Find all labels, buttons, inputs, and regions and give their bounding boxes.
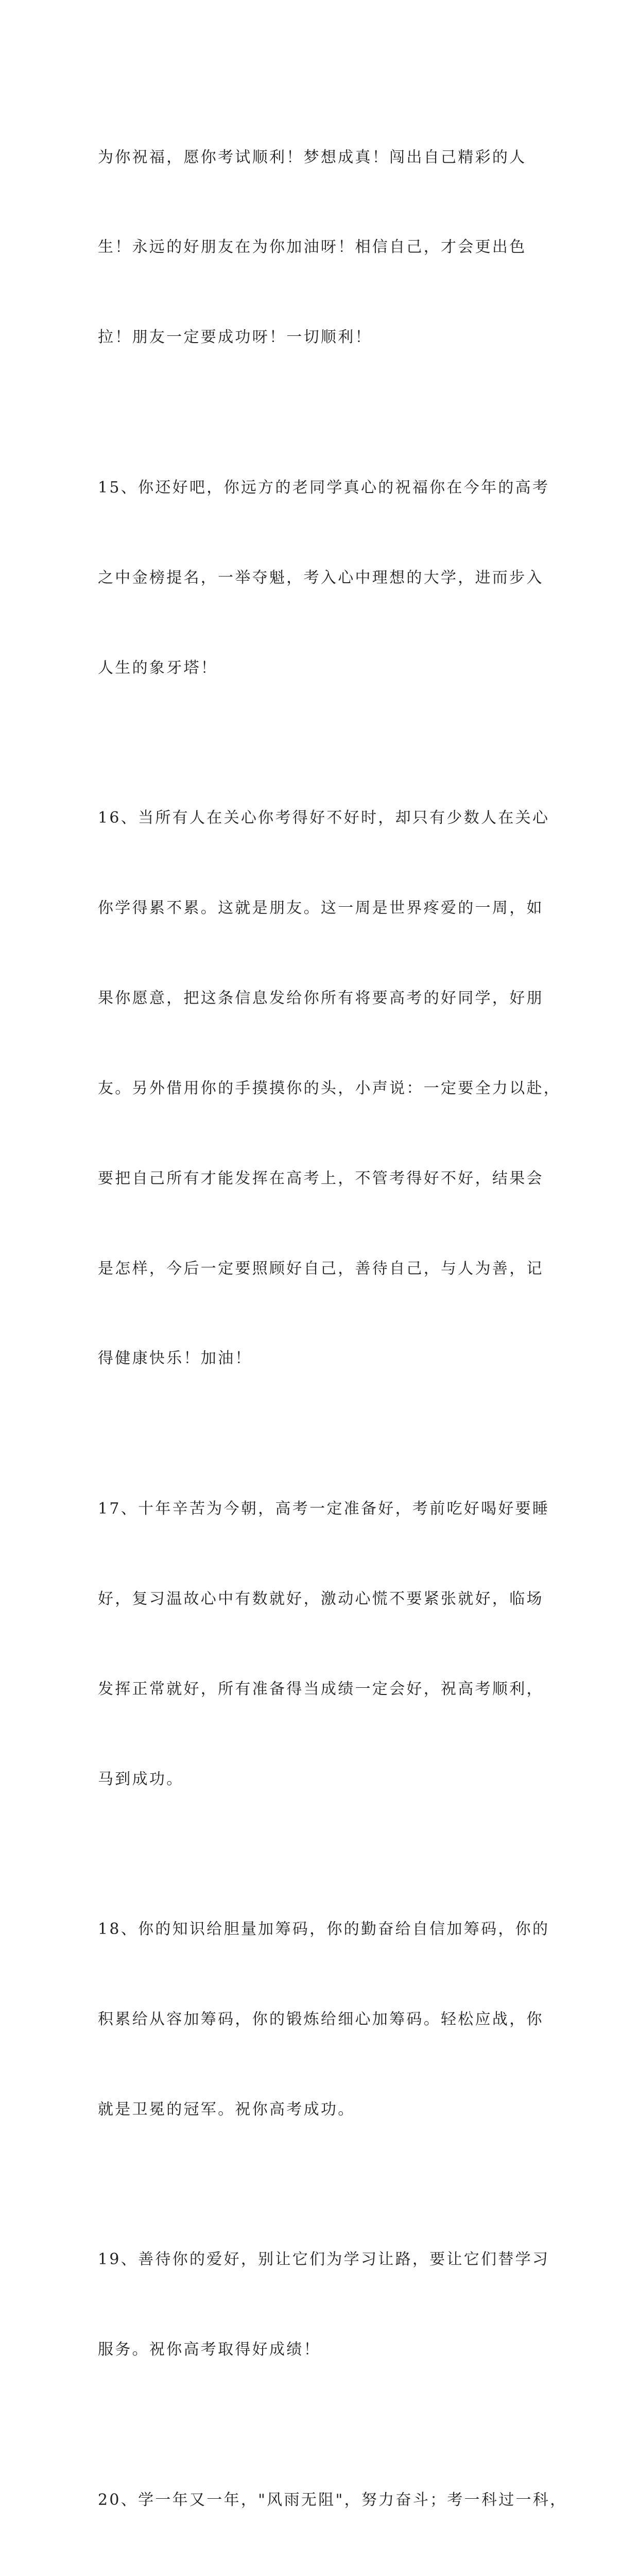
text-line: 你学得累不累。这就是朋友。这一周是世界疼爱的一周，如	[98, 899, 544, 918]
text-line: 好，复习温故心中有数就好，激动心慌不要紧张就好，临场	[98, 1589, 544, 1608]
text-line: 得健康快乐！加油！	[98, 1349, 252, 1368]
paragraph-17	[98, 1434, 550, 1854]
text-line: 20、学一年又一年，"风雨无阻"，努力奋斗；考一科过一科，	[98, 2490, 567, 2509]
paragraph-15	[98, 413, 550, 743]
text-line: 友。另外借用你的手摸摸你的头，小声说：一定要全力以赴，	[98, 1079, 561, 1097]
text-line: 积累给从容加筹码，你的锻炼给细心加筹码。轻松应战，你	[98, 2010, 544, 2028]
text-line: 15、你还好吧，你远方的老同学真心的祝福你在今年的高考	[98, 478, 550, 497]
text-line: 16、当所有人在关心你考得好不好时，却只有少数人在关心	[98, 809, 550, 827]
text-line: 之中金榜提名，一举夺魁，考入心中理想的大学，进而步入	[98, 568, 544, 587]
paragraph-continued	[98, 82, 546, 413]
document-body	[98, 82, 567, 2576]
text-line: 就是卫冕的冠军。祝你高考成功。	[98, 2100, 355, 2119]
text-line: 为你祝福，愿你考试顺利！梦想成真！闯出自己精彩的人	[98, 148, 527, 166]
paragraph-16	[98, 743, 561, 1434]
text-line: 拉！朋友一定要成功呀！一切顺利！	[98, 328, 372, 347]
text-line: 服务。祝你高考取得好成绩！	[98, 2341, 321, 2359]
text-line: 要把自己所有才能发挥在高考上，不管考得好不好，结果会	[98, 1169, 544, 1188]
text-line: 果你愿意，把这条信息发给你所有将要高考的好同学，好朋	[98, 989, 544, 1007]
text-line: 18、你的知识给胆量加筹码，你的勤奋给自信加筹码，你的	[98, 1920, 550, 1939]
paragraph-18	[98, 1855, 550, 2185]
text-line: 生！永远的好朋友在为你加油呀！相信自己，才会更出色	[98, 238, 527, 257]
paragraph-20	[98, 2425, 567, 2576]
paragraph-19	[98, 2185, 550, 2425]
text-line: 19、善待你的爱好，别让它们为学习让路，要让它们替学习	[98, 2250, 550, 2269]
text-line: 发挥正常就好，所有准备得当成绩一定会好，祝高考顺利，	[98, 1680, 544, 1698]
text-line: 人生的象牙塔！	[98, 658, 218, 677]
text-line: 是怎样，今后一定要照顾好自己，善待自己，与人为善，记	[98, 1259, 544, 1278]
text-line: 马到成功。	[98, 1770, 184, 1788]
text-line: 17、十年辛苦为今朝，高考一定准备好，考前吃好喝好要睡	[98, 1499, 550, 1518]
